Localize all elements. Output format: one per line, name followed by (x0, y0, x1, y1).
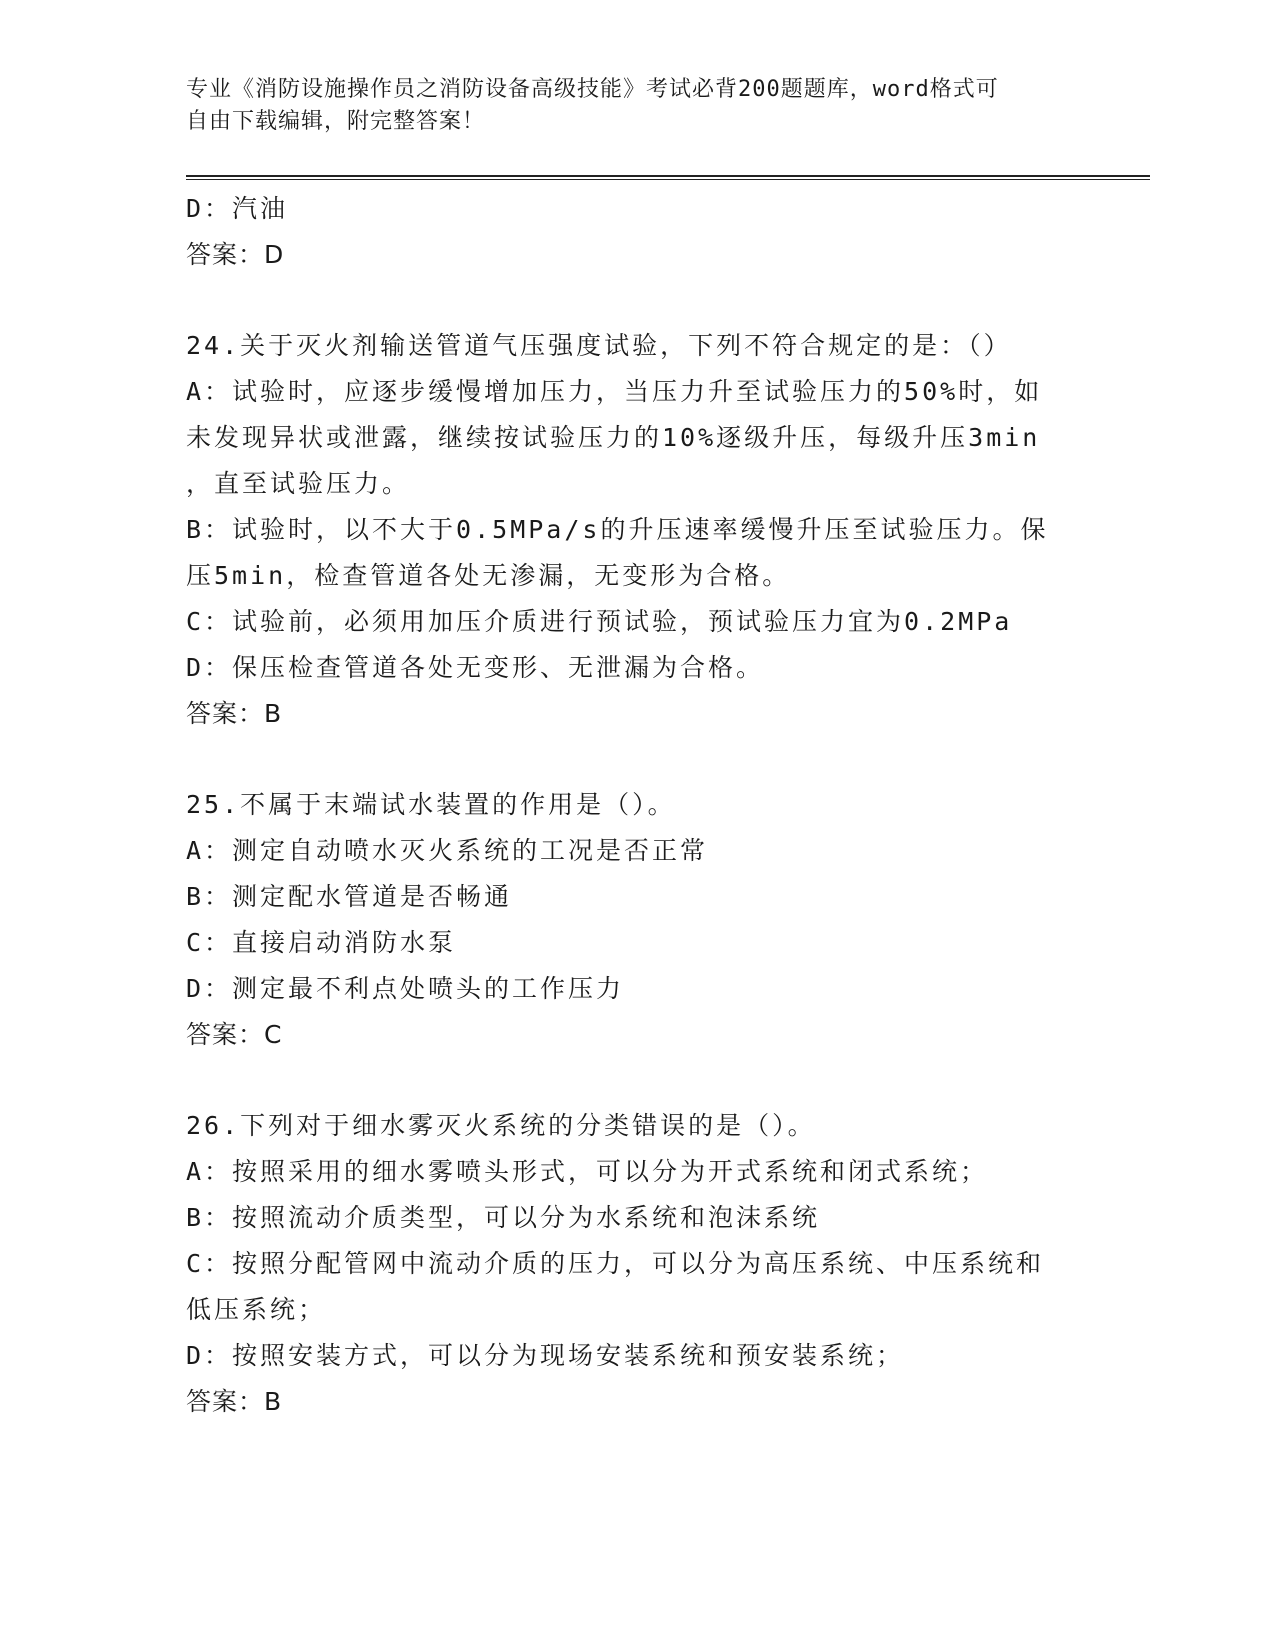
question-text: 25.不属于末端试水装置的作用是（）。 (186, 790, 676, 819)
header-line-2: 自由下载编辑，附完整答案！ (186, 109, 486, 134)
question-24 (186, 323, 1086, 737)
spacer (186, 1058, 1086, 1103)
option-b-cont: 压5min，检查管道各处无渗漏，无变形为合格。 (186, 561, 791, 590)
spacer (186, 278, 1086, 323)
question-26 (186, 1103, 1086, 1425)
option-c-cont: 低压系统； (186, 1295, 327, 1324)
option-a-cont: 未发现异状或泄露，继续按试验压力的10%逐级升压，每级升压3min (186, 423, 1041, 452)
option-a: A：试验时，应逐步缓慢增加压力，当压力升至试验压力的50%时，如 (186, 377, 1043, 406)
option-b: B：试验时，以不大于0.5MPa/s的升压速率缓慢升压至试验压力。保 (186, 515, 1049, 544)
option-b: B：测定配水管道是否畅通 (186, 882, 513, 911)
spacer (186, 737, 1086, 782)
option-c: C：直接启动消防水泵 (186, 928, 457, 957)
question-text: 24.关于灭火剂输送管道气压强度试验，下列不符合规定的是：（） (186, 331, 1012, 360)
answer: 答案：B (186, 699, 283, 728)
option-d: D：汽油 (186, 194, 289, 223)
option-b: B：按照流动介质类型，可以分为水系统和泡沫系统 (186, 1203, 821, 1232)
option-a: A：测定自动喷水灭火系统的工况是否正常 (186, 836, 709, 865)
answer: 答案：D (186, 240, 285, 269)
option-d: D：按照安装方式，可以分为现场安装系统和预安装系统； (186, 1341, 905, 1370)
document-header (186, 74, 1086, 138)
header-line-1: 专业《消防设施操作员之消防设备高级技能》考试必背200题题库，word格式可 (186, 77, 999, 102)
option-d: D：保压检查管道各处无变形、无泄漏为合格。 (186, 653, 765, 682)
question-25 (186, 782, 1086, 1058)
header-divider (186, 175, 1150, 180)
document-body (186, 186, 1086, 1425)
option-c: C：试验前，必须用加压介质进行预试验，预试验压力宜为0.2MPa (186, 607, 1013, 636)
option-a: A：按照采用的细水雾喷头形式，可以分为开式系统和闭式系统； (186, 1157, 989, 1186)
option-a-cont: ，直至试验压力。 (186, 469, 411, 498)
option-c: C：按照分配管网中流动介质的压力，可以分为高压系统、中压系统和 (186, 1249, 1045, 1278)
question-text: 26.下列对于细水雾灭火系统的分类错误的是（）。 (186, 1111, 816, 1140)
option-d: D：测定最不利点处喷头的工作压力 (186, 974, 625, 1003)
answer: 答案：C (186, 1020, 283, 1049)
answer: 答案：B (186, 1387, 283, 1416)
